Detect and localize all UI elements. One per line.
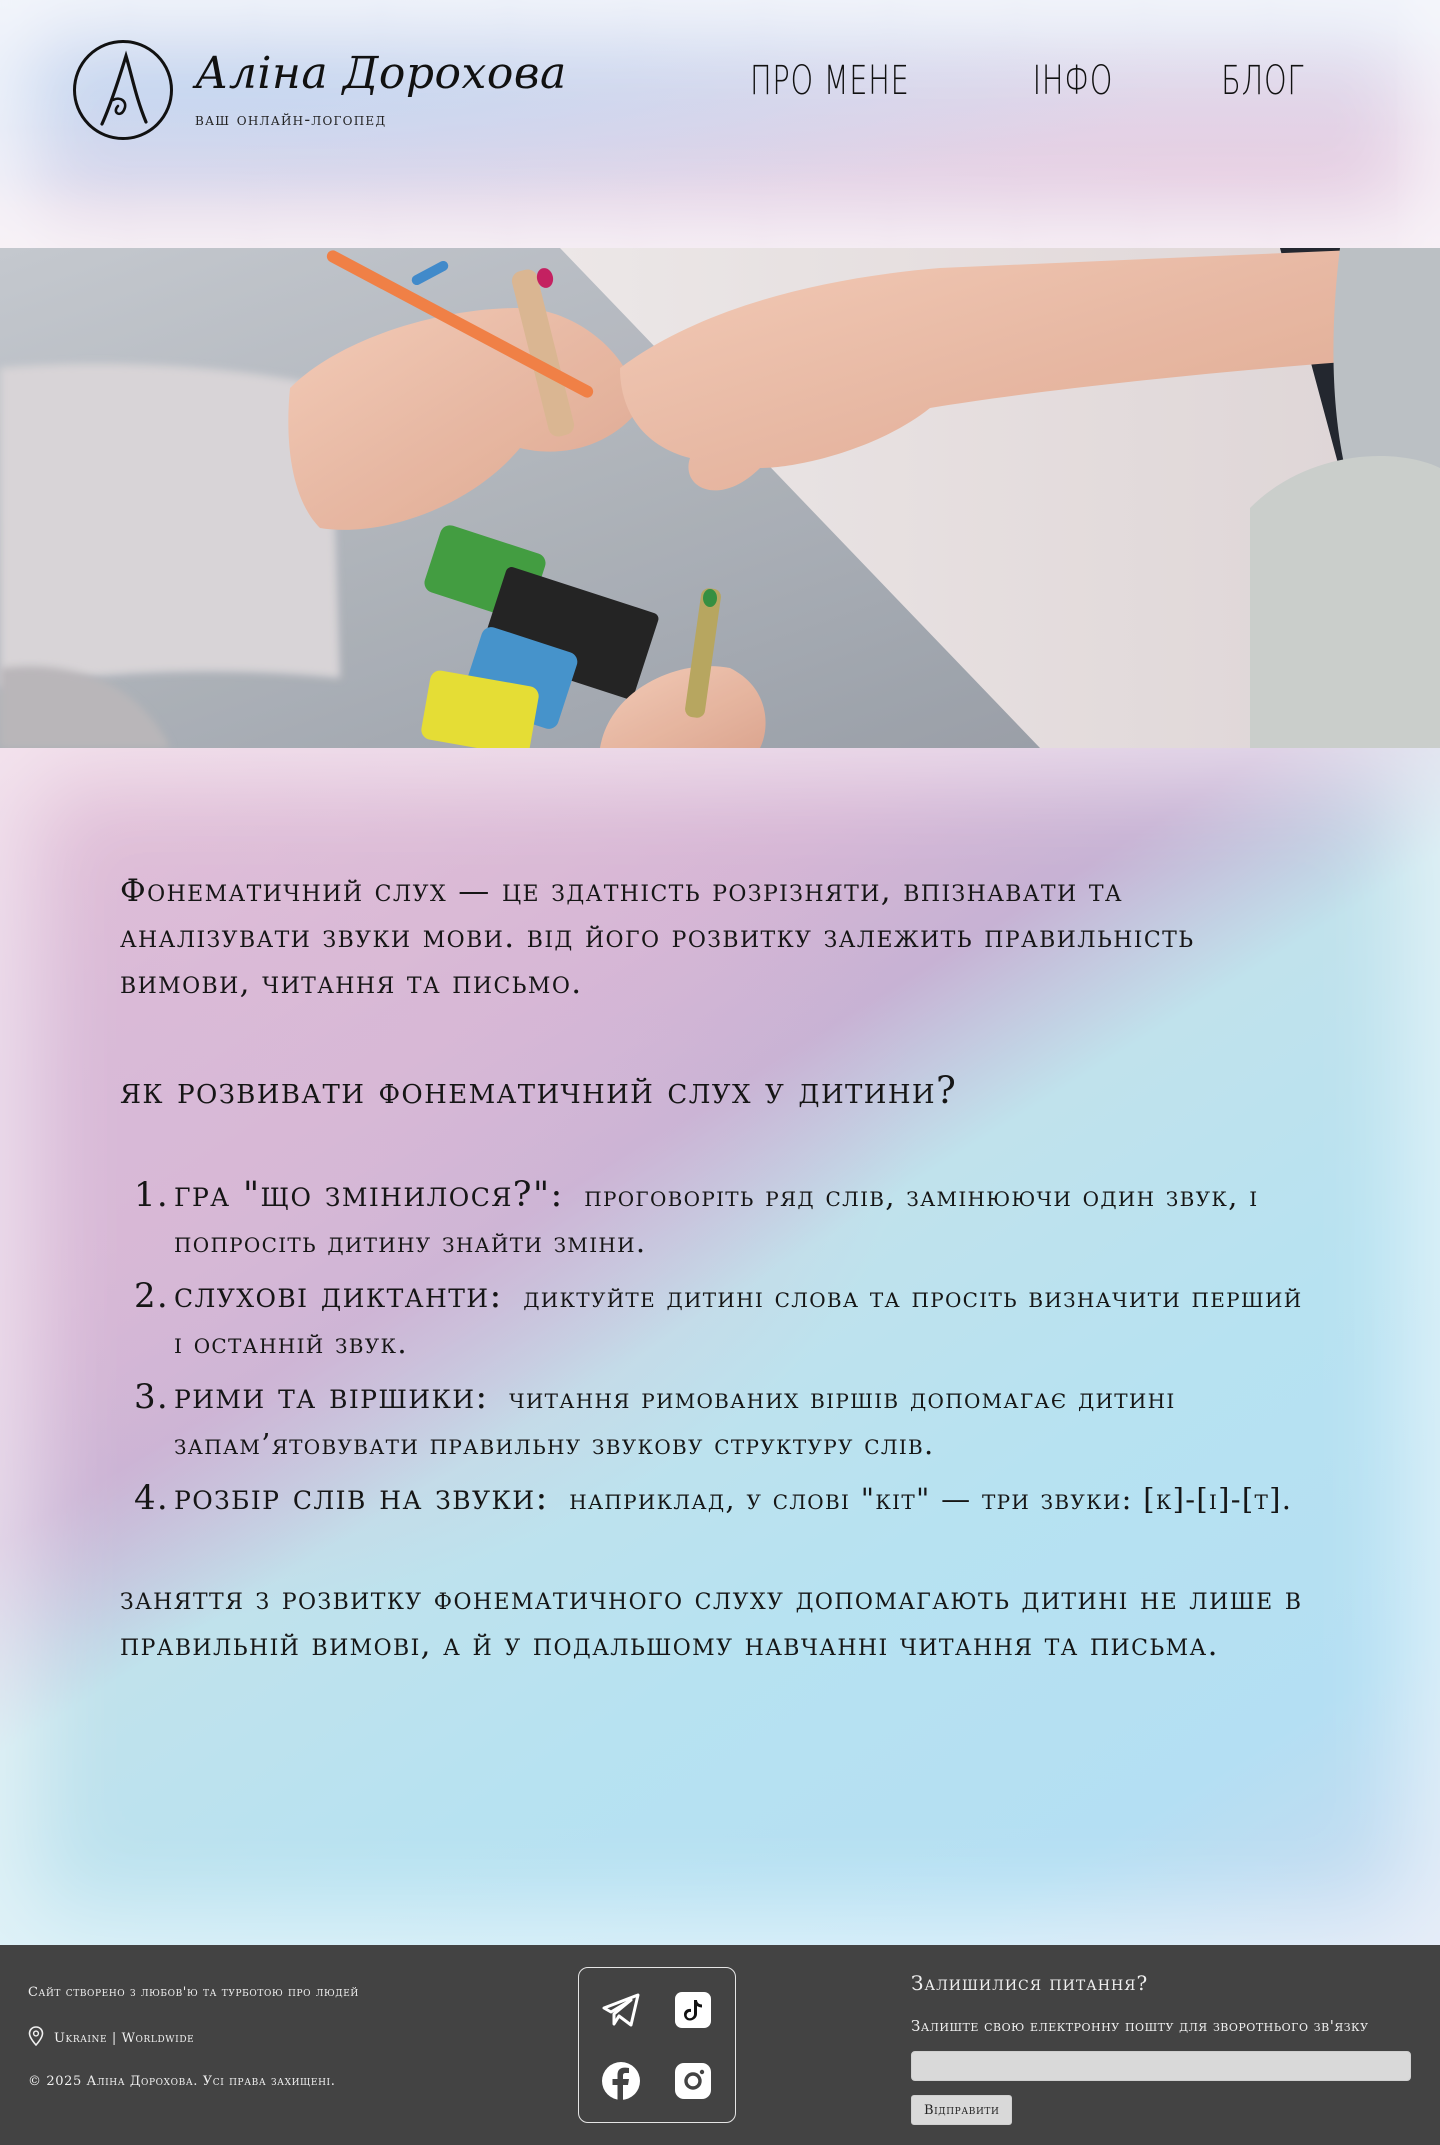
list-item	[120, 1475, 1320, 1522]
location-pin-icon	[28, 2026, 44, 2050]
nav-item-info[interactable]: ІНФО	[1032, 58, 1114, 104]
submit-button[interactable]: Відправити	[911, 2095, 1012, 2125]
list-item-label: слухові диктанти:	[174, 1276, 503, 1316]
contact-question: Залишилися питання?	[911, 1971, 1149, 1995]
list-item-label: рими та віршики:	[174, 1377, 489, 1417]
footer-location	[28, 2026, 359, 2050]
list-item-number: 3.	[134, 1377, 170, 1417]
instagram-icon[interactable]	[673, 2061, 713, 2101]
list-item-number: 2.	[134, 1276, 170, 1316]
logo[interactable]	[73, 40, 567, 140]
nav-item-about[interactable]: ПРО МЕНЕ	[750, 58, 910, 104]
list-item-text: диктуйте дитині слова та просіть визначити перший і останній звук.	[174, 1280, 1303, 1360]
footer-made-with: Сайт створено з любов'ю та турботою про людей	[28, 1985, 359, 2000]
article-lead: Фонематичний слух — це здатність розрізняти, впізнавати та аналізувати звуки мови. від його розвитку залежить правильність вимови, читання та письмо.	[120, 873, 1195, 1001]
list-item-label: розбір слів на звуки:	[174, 1478, 549, 1518]
contact-form	[911, 1971, 1411, 2125]
list-item-text: наприклад, у слові "кіт" — три звуки: [к]-[і]-[т].	[569, 1482, 1293, 1516]
footer-location-text: Ukraine | Worldwide	[54, 2030, 195, 2046]
list-item-text: читання римованих віршів допомагає дитині запам’ятовувати правильну звукову структуру слів.	[174, 1381, 1176, 1461]
list-item-label: гра "що змінилося?":	[174, 1175, 564, 1215]
list-item	[120, 1172, 1320, 1265]
logo-name: Аліна Дорохова	[195, 48, 567, 99]
tips-list	[120, 1172, 1320, 1522]
contact-hint: Залиште свою електронну пошту для зворотнього зв'язку	[911, 2017, 1369, 2035]
email-field[interactable]	[911, 2051, 1411, 2081]
logo-tagline: ваш онлайн-логопед	[195, 110, 387, 130]
footer-copyright: © 2025 Аліна Дорохова. Усі права захищені.	[28, 2074, 336, 2089]
social-links	[578, 1967, 736, 2123]
list-item-number: 4.	[134, 1478, 170, 1518]
article-closing: заняття з розвитку фонематичного слуху допомагають дитині не лише в правильній вимові, а й у подальшому навчанні читання та письма.	[120, 1581, 1303, 1663]
hero-image	[0, 248, 1440, 748]
facebook-icon[interactable]	[601, 2061, 641, 2101]
site-footer	[0, 1945, 1440, 2145]
article	[120, 868, 1320, 1668]
list-item	[120, 1273, 1320, 1366]
list-item-number: 1.	[134, 1175, 170, 1215]
site-header	[0, 0, 1440, 248]
nav-item-blog[interactable]: БЛОГ	[1220, 58, 1304, 104]
article-section	[0, 748, 1440, 1945]
telegram-icon[interactable]	[601, 1990, 641, 2030]
list-item	[120, 1374, 1320, 1467]
list-item-text: проговоріть ряд слів, замінюючи один звук, і попросіть дитину знайти зміни.	[174, 1179, 1259, 1259]
main-nav	[719, 58, 1320, 104]
logo-mark-icon	[73, 40, 173, 140]
article-heading: як розвивати фонематичний слух у дитини?	[120, 1069, 958, 1112]
tiktok-icon[interactable]	[673, 1990, 713, 2030]
